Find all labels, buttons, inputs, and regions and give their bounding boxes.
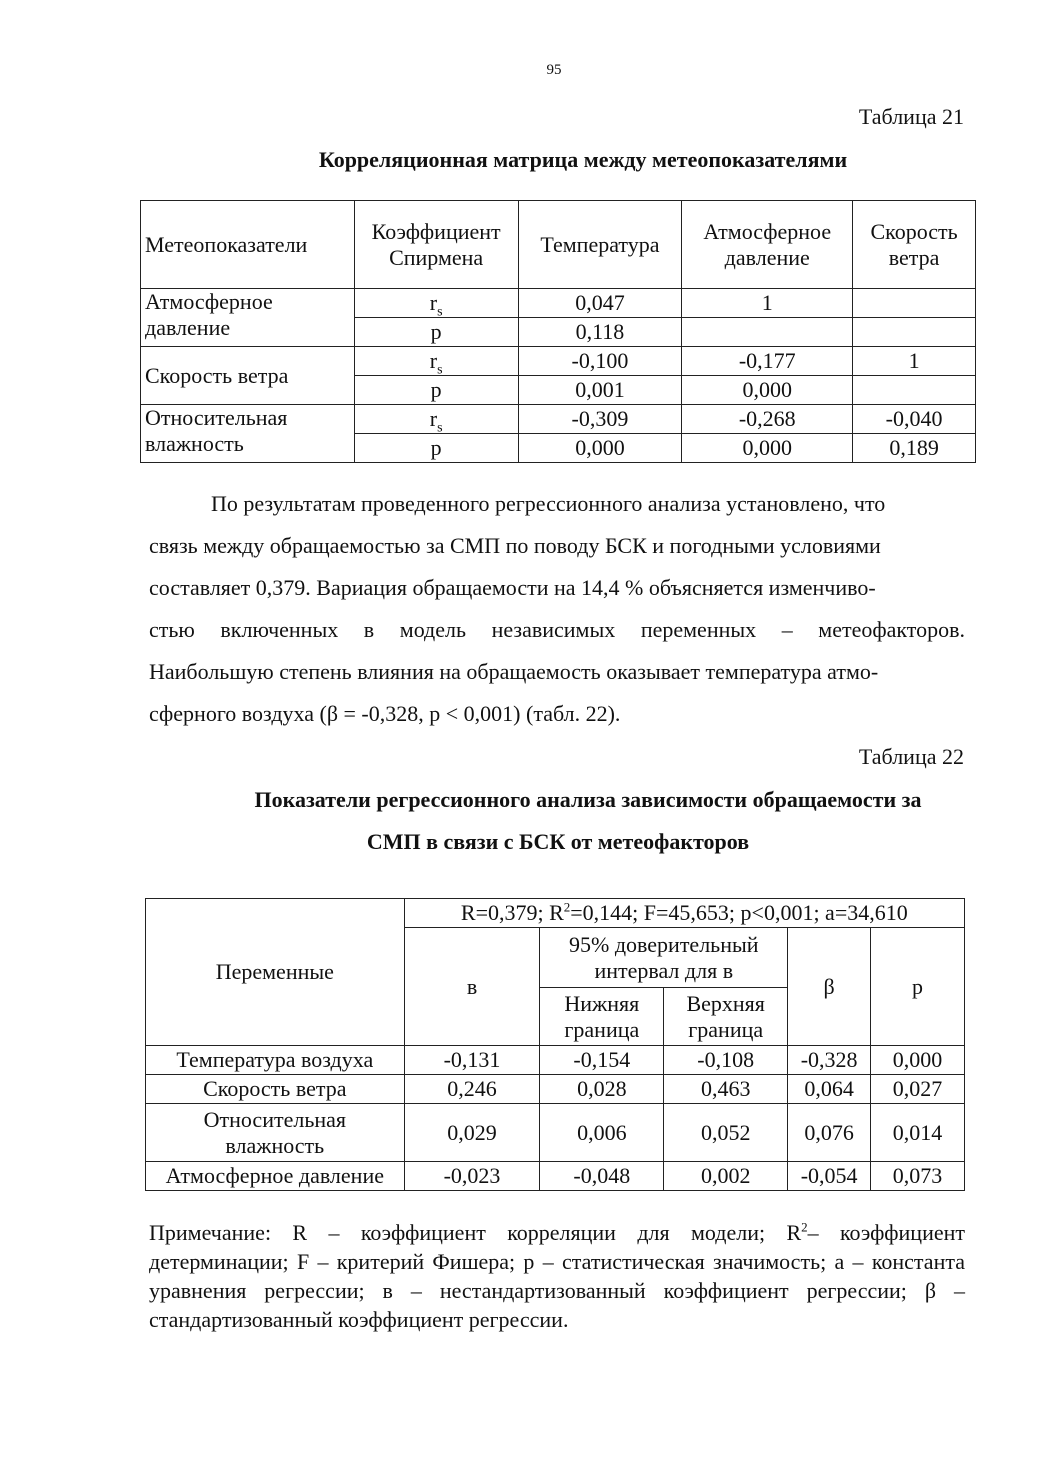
header-cell: Коэффициент Спирмена [354, 201, 518, 289]
row-label: Температура воздуха [146, 1046, 405, 1075]
table22-title-line2: СМП в связи с БСК от метеофакторов [366, 829, 750, 854]
table-header-row [141, 201, 976, 289]
paragraph-line: стью включенных в модель независимых переменных – метеофакторов. [149, 617, 965, 642]
table-cell: 0,076 [788, 1104, 871, 1162]
table-row [146, 1075, 965, 1104]
table-cell: -0,040 [853, 405, 976, 434]
header-cell: Атмосферное давление [682, 201, 853, 289]
table-cell: 0,027 [871, 1075, 965, 1104]
table-cell [682, 318, 853, 347]
table-cell: 0,000 [682, 376, 853, 405]
table-cell: 0,028 [540, 1075, 664, 1104]
table-cell: 0,000 [871, 1046, 965, 1075]
body-paragraph [149, 483, 965, 735]
header-cell: Температура [518, 201, 682, 289]
header-cell: 95% доверительный интервал для в [540, 928, 788, 988]
table-cell: 0,189 [853, 434, 976, 463]
table-cell: -0,054 [788, 1162, 871, 1191]
table-row [141, 289, 976, 318]
table-cell: 0,052 [664, 1104, 788, 1162]
stat-label: $r_s$ [354, 347, 518, 376]
table-cell: 0,073 [871, 1162, 965, 1191]
header-cell: в [404, 928, 540, 1046]
table-cell: -0,309 [518, 405, 682, 434]
model-summary: R=0,379; $R^2=0,144$; F=45,653; p<0,001; a=34,610 [404, 899, 964, 928]
page-number: 95 [546, 62, 562, 78]
table-cell: -0,023 [404, 1162, 540, 1191]
row-label: Относительная влажность [146, 1104, 405, 1162]
table-cell: -0,328 [788, 1046, 871, 1075]
table-row [146, 1162, 965, 1191]
table-cell: -0,100 [518, 347, 682, 376]
table21-title: Корреляционная матрица между метеопоказателями [318, 147, 848, 172]
table-cell: -0,177 [682, 347, 853, 376]
table-cell [853, 376, 976, 405]
stat-label: p [354, 376, 518, 405]
table-cell: -0,154 [540, 1046, 664, 1075]
table-cell: 0,006 [540, 1104, 664, 1162]
table-note: Примечание: R – коэффициент корреляции для модели; $R^2-$ коэффициент детерминации; F – критерий Фишера; p – статистическая значимость; a – константа уравнения регрессии; в – нестандартизованный коэффициент регрессии; β – стандартизованный коэффициент регрессии. [149, 1219, 965, 1332]
table-cell: 0,002 [664, 1162, 788, 1191]
row-label: Атмосферное давление [146, 1162, 405, 1191]
table-cell: 1 [682, 289, 853, 318]
stat-label: $r_s$ [354, 405, 518, 434]
stat-label: p [354, 318, 518, 347]
header-cell: β [788, 928, 871, 1046]
correlation-table [140, 200, 976, 463]
paragraph-line: связь между обращаемостью за СМП по поводу БСК и погодными условиями [149, 533, 881, 558]
table21-caption: Таблица 21 [858, 104, 964, 129]
paragraph-line: сферного воздуха (β = -0,328, p < 0,001) (табл. 22). [149, 701, 621, 726]
table-cell: 0,029 [404, 1104, 540, 1162]
paragraph-line: составляет 0,379. Вариация обращаемости на 14,4 % объясняется изменчиво- [149, 575, 876, 600]
table-cell: -0,048 [540, 1162, 664, 1191]
table22-caption: Таблица 22 [858, 744, 964, 769]
table-cell: 0,463 [664, 1075, 788, 1104]
table-row [146, 1046, 965, 1075]
row-label: Относительная влажность [141, 405, 355, 463]
header-cell: Нижняя граница [540, 988, 664, 1046]
table-row [141, 405, 976, 434]
table-cell: 0,014 [871, 1104, 965, 1162]
table-cell: 0,246 [404, 1075, 540, 1104]
header-cell: Переменные [146, 899, 405, 1046]
table-cell: -0,108 [664, 1046, 788, 1075]
table-cell: 0,064 [788, 1075, 871, 1104]
table-row [146, 1104, 965, 1162]
row-label: Скорость ветра [141, 347, 355, 405]
table-cell: 0,000 [682, 434, 853, 463]
table-row [141, 347, 976, 376]
header-cell: Скорость ветра [853, 201, 976, 289]
paragraph-line: По результатам проведенного регрессионного анализа установлено, что [211, 491, 886, 516]
header-cell: p [871, 928, 965, 1046]
table-cell: 1 [853, 347, 976, 376]
table-cell: 0,000 [518, 434, 682, 463]
header-cell: Верхняя граница [664, 988, 788, 1046]
row-label: Атмосферное давление [141, 289, 355, 347]
table22-title-line1: Показатели регрессионного анализа зависимости обращаемости за [254, 787, 922, 812]
table-cell: 0,001 [518, 376, 682, 405]
table-cell: 0,047 [518, 289, 682, 318]
table-cell [853, 289, 976, 318]
stat-label: $r_s$ [354, 289, 518, 318]
paragraph-line: Наибольшую степень влияния на обращаемость оказывает температура атмо- [149, 659, 879, 684]
table-header-row [146, 899, 965, 928]
table-cell: 0,118 [518, 318, 682, 347]
table-cell: -0,268 [682, 405, 853, 434]
row-label: Скорость ветра [146, 1075, 405, 1104]
table-cell: -0,131 [404, 1046, 540, 1075]
table-cell [853, 318, 976, 347]
regression-table [145, 898, 965, 1191]
stat-label: p [354, 434, 518, 463]
header-cell: Метеопоказатели [141, 201, 355, 289]
